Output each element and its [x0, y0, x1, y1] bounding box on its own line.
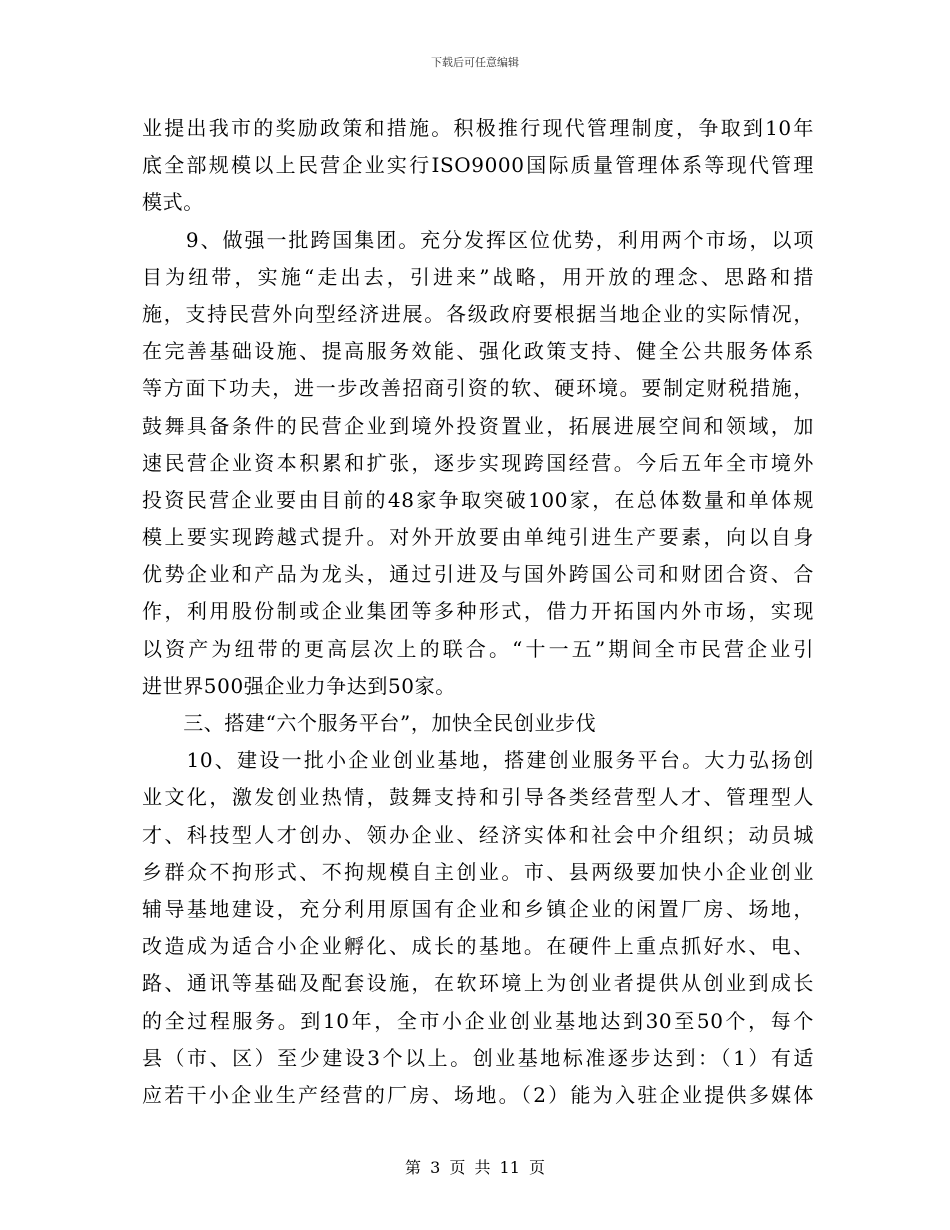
- body-line: 路、通讯等基础及配套设施，在软环境上为创业者提供从创业到成长: [142, 971, 814, 996]
- body-line: 才、科技型人才创办、领办企业、经济实体和社会中介组织；动员城: [142, 822, 814, 847]
- body-line: 作，利用股份制或企业集团等多种形式，借力开拓国内外市场，实现: [142, 599, 814, 624]
- section-heading: 三、搭建“六个服务平台”，加快全民创业步伐: [142, 711, 597, 735]
- body-line: 优势企业和产品为龙头，通过引进及与国外跨国公司和财团合资、合: [142, 562, 814, 587]
- body-line: 在完善基础设施、提高服务效能、强化政策支持、健全公共服务体系: [142, 339, 814, 364]
- page-header: 下载后可任意编辑: [431, 56, 519, 69]
- body-line: 模上要实现跨越式提升。对外开放要由单纯引进生产要素，向以自身: [142, 525, 814, 550]
- body-line: 应若干小企业生产经营的厂房、场地。（2）能为入驻企业提供多媒体: [142, 1082, 814, 1107]
- body-line: 以资产为纽带的更高层次上的联合。“十一五”期间全市民营企业引: [142, 636, 814, 661]
- body-line: 投资民营企业要由目前的48家争取突破100家，在总体数量和单体规: [142, 487, 814, 512]
- body-line: 10、建设一批小企业创业基地，搭建创业服务平台。大力弘扬创: [142, 748, 814, 773]
- body-line: 乡群众不拘形式、不拘规模自主创业。市、县两级要加快小企业创业: [142, 859, 814, 884]
- body-line: 县（市、区）至少建设3个以上。创业基地标准逐步达到：（1）有适: [142, 1045, 814, 1070]
- body-line: 进世界500强企业力争达到50家。: [142, 673, 456, 698]
- body-line: 业提出我市的奖励政策和措施。积极推行现代管理制度，争取到10年: [142, 116, 814, 140]
- body-line: 改造成为适合小企业孵化、成长的基地。在硬件上重点抓好水、电、: [142, 934, 814, 959]
- body-line: 等方面下功夫，进一步改善招商引资的软、硬环境。要制定财税措施，: [142, 376, 814, 401]
- body-line: 业文化，激发创业热情，鼓舞支持和引导各类经营型人才、管理型人: [142, 785, 814, 810]
- body-line: 模式。: [142, 190, 204, 215]
- body-line: 施，支持民营外向型经济进展。各级政府要根据当地企业的实际情况，: [142, 301, 814, 326]
- body-line: 底全部规模以上民营企业实行ISO9000国际质量管理体系等现代管理: [142, 153, 814, 178]
- document-body: [142, 110, 814, 1114]
- body-line: 目为纽带，实施“走出去，引进来”战略，用开放的理念、思路和措: [142, 264, 814, 289]
- body-line: 速民营企业资本积累和扩张，逐步实现跨国经营。今后五年全市境外: [142, 450, 814, 475]
- body-line: 9、做强一批跨国集团。充分发挥区位优势，利用两个市场，以项: [142, 227, 814, 252]
- page-footer: 第 3 页 共 11 页: [405, 1158, 545, 1177]
- body-line: 辅导基地建设，充分利用原国有企业和乡镇企业的闲置厂房、场地，: [142, 896, 814, 921]
- body-line: 的全过程服务。到10年，全市小企业创业基地达到30至50个，每个: [142, 1008, 814, 1033]
- body-line: 鼓舞具备条件的民营企业到境外投资置业，拓展进展空间和领域，加: [142, 413, 814, 438]
